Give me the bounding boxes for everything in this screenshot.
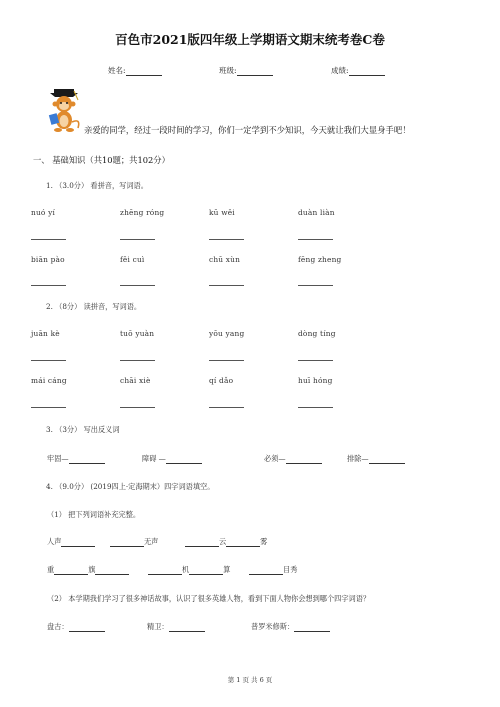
q4-blank[interactable]: [189, 565, 223, 575]
q3-blank[interactable]: [166, 454, 202, 464]
q3-item: [142, 454, 202, 464]
q4-hero-item: [47, 622, 105, 632]
q1-answer-blank[interactable]: [209, 285, 244, 286]
q4-word: 机: [182, 565, 190, 574]
q1-pinyin: duàn liàn: [298, 208, 335, 217]
q1-answer-blank[interactable]: [31, 239, 66, 240]
q2-pinyin: qí dǎo: [209, 376, 234, 385]
score-label: 成绩:: [331, 66, 349, 75]
q4-blank[interactable]: [61, 537, 95, 547]
q3-item: [264, 454, 322, 464]
q2-answer-blank[interactable]: [209, 360, 244, 361]
section-1-heading: 一、 基础知识（共10题；共102分）: [33, 155, 170, 165]
q2-pinyin: dòng tíng: [298, 329, 336, 338]
q4-word: 算: [223, 565, 231, 574]
q3-blank[interactable]: [369, 454, 405, 464]
name-field[interactable]: [108, 65, 162, 76]
q2-pinyin: tuō yuàn: [120, 329, 155, 338]
page-title: 百色市2021版四年级上学期语文期末统考卷C卷: [115, 32, 385, 47]
q3-word: 必须—: [264, 454, 286, 463]
q3-word: 障碍 —: [142, 454, 166, 463]
class-blank[interactable]: [237, 66, 273, 76]
q2-pinyin: huī hóng: [298, 376, 333, 385]
monkey-mascot-icon: [45, 88, 83, 134]
q4-title: 4. （9.0分） (2019四上·定海期末）四字词语填空。: [46, 482, 215, 491]
q3-blank[interactable]: [286, 454, 322, 464]
q4-word: 旗: [88, 565, 96, 574]
q4-row2: [47, 565, 297, 575]
q3-item: [47, 454, 105, 464]
q4-blank[interactable]: [249, 565, 283, 575]
q1-answer-blank[interactable]: [120, 285, 155, 286]
q1-pinyin: zhēng róng: [120, 208, 165, 217]
q4-blank[interactable]: [226, 537, 260, 547]
name-blank[interactable]: [126, 66, 162, 76]
q1-pinyin: kū wěi: [209, 208, 235, 217]
q4-word: 无声: [143, 537, 159, 546]
q4-word: 云: [218, 537, 227, 546]
q2-pinyin: juān kè: [31, 329, 60, 338]
score-field[interactable]: [331, 65, 385, 76]
q1-answer-blank[interactable]: [298, 239, 333, 240]
name-label: 姓名:: [108, 66, 126, 75]
q4-word: 重: [47, 565, 55, 574]
q2-pinyin: mái cáng: [31, 376, 67, 385]
q1-pinyin: chū xùn: [209, 255, 241, 264]
q1-answer-blank[interactable]: [120, 239, 155, 240]
intro-text: 亲爱的同学，经过一段时间的学习，你们一定学到不少知识，今天就让我们大显身手吧！: [84, 125, 411, 135]
q4-word: 人声: [47, 537, 62, 546]
q3-title: 3. （3分） 写出反义词: [46, 425, 120, 434]
q4-hero-name: 普罗米修斯：: [251, 622, 295, 631]
q4-blank[interactable]: [169, 622, 205, 632]
q4-hero-item: [251, 622, 330, 632]
q4-blank[interactable]: [110, 537, 144, 547]
q4-hero-item: [147, 622, 205, 632]
q2-answer-blank[interactable]: [298, 360, 333, 361]
class-field[interactable]: [219, 65, 273, 76]
q2-answer-blank[interactable]: [120, 407, 155, 408]
class-label: 班级:: [219, 66, 237, 75]
q3-item: [347, 454, 405, 464]
q2-pinyin: yōu yang: [209, 329, 245, 338]
q1-answer-blank[interactable]: [298, 285, 333, 286]
q2-title: 2. （8分） 读拼音，写词语。: [46, 302, 142, 311]
q2-answer-blank[interactable]: [31, 360, 66, 361]
q1-pinyin: biān pào: [31, 255, 65, 264]
q2-answer-blank[interactable]: [298, 407, 333, 408]
q2-pinyin: chāi xiè: [120, 376, 151, 385]
q1-answer-blank[interactable]: [31, 285, 66, 286]
q3-word: 牢固—: [47, 454, 69, 463]
q4-blank[interactable]: [69, 622, 105, 632]
q1-pinyin: fěi cuì: [120, 255, 145, 264]
score-blank[interactable]: [349, 66, 385, 76]
q4-sub1: （1） 把下列词语补充完整。: [47, 510, 141, 519]
q4-blank[interactable]: [294, 622, 330, 632]
q1-pinyin: fēng zheng: [298, 255, 342, 264]
q4-word: 目秀: [283, 565, 298, 574]
q3-word: 排除—: [347, 454, 369, 463]
q2-answer-blank[interactable]: [209, 407, 244, 408]
q2-answer-blank[interactable]: [31, 407, 66, 408]
q3-blank[interactable]: [69, 454, 105, 464]
q4-hero-name: 盘古：: [47, 622, 69, 631]
page-footer: 第 1 页 共 6 页: [227, 676, 273, 684]
q2-answer-blank[interactable]: [120, 360, 155, 361]
q4-blank[interactable]: [185, 537, 219, 547]
q4-hero-name: 精卫：: [147, 622, 169, 631]
q1-pinyin: nuó yí: [31, 208, 56, 217]
q4-sub2: （2） 本学期我们学习了很多神话故事，认识了很多英雄人物，看到下面人物你会想到哪个四字词语？: [47, 594, 371, 603]
q4-row1: [47, 537, 267, 547]
q4-blank[interactable]: [95, 565, 129, 575]
q4-blank[interactable]: [148, 565, 182, 575]
q4-blank[interactable]: [54, 565, 88, 575]
q1-title: 1. （3.0分） 看拼音，写词语。: [46, 181, 148, 190]
q4-word: 雾: [260, 537, 268, 546]
q1-answer-blank[interactable]: [209, 239, 244, 240]
